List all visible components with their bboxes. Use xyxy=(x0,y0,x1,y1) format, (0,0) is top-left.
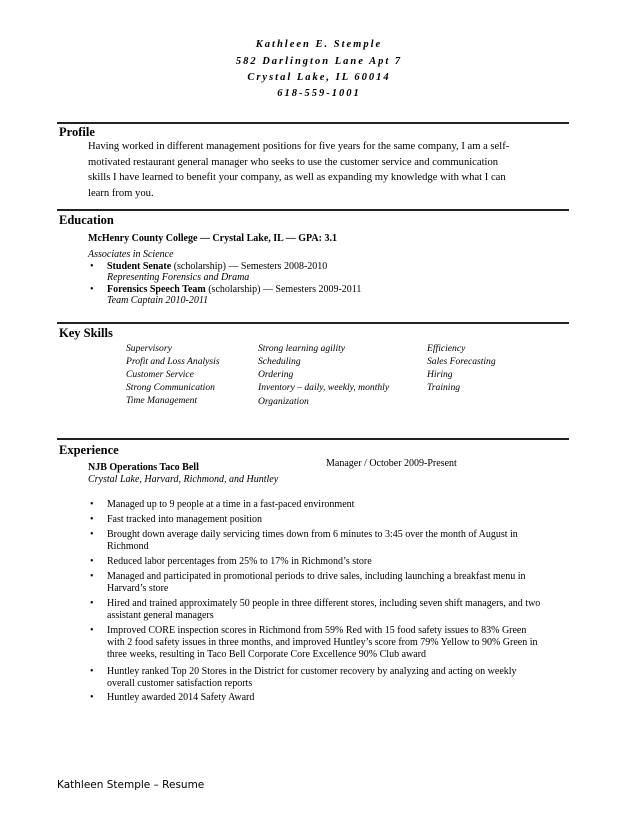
page-footer: Kathleen Stemple – Resume xyxy=(57,779,205,791)
bullet-line: assistant general managers xyxy=(107,610,214,622)
education-item-detail: (scholarship) — Semesters 2008-2010 xyxy=(171,261,328,272)
skill-item: Organization xyxy=(258,396,309,407)
address-line: 582 Darlington Lane Apt 7 xyxy=(235,56,403,67)
skill-item: Profit and Loss Analysis xyxy=(126,356,220,367)
skill-item: Supervisory xyxy=(126,343,172,354)
bullet-line: with 2 food safety issues in three months, and improved Huntley’s score from 79% Yellow to 90% Green in xyxy=(107,637,538,649)
skills-divider xyxy=(57,322,569,324)
profile-paragraph xyxy=(88,139,550,202)
bullet-line: Reduced labor percentages from 25% to 17% in Richmond’s store xyxy=(107,556,372,567)
bullet-line: Fast tracked into management position xyxy=(107,514,262,525)
school-line: McHenry County College — Crystal Lake, IL — GPA: 3.1 xyxy=(88,233,337,244)
experience-bullet xyxy=(107,625,562,662)
bullet-line: Managed and participated in promotional periods to drive sales, including launching a breakfast menu in xyxy=(107,571,526,582)
bullet-line: Huntley awarded 2014 Safety Award xyxy=(107,692,255,703)
experience-bullet xyxy=(107,666,562,690)
experience-bullet xyxy=(107,514,562,526)
skill-item: Ordering xyxy=(258,369,294,380)
bullet-line: Harvard’s store xyxy=(107,583,169,595)
education-item-sub: Representing Forensics and Drama xyxy=(107,272,250,283)
skill-item: Strong learning agility xyxy=(258,343,346,354)
bullet-line: Huntley ranked Top 20 Stores in the District for customer recovery by analyzing and acting on weekly xyxy=(107,666,517,677)
skill-item: Time Management xyxy=(126,395,198,406)
bullet-icon: • xyxy=(90,666,94,677)
bullet-line: Richmond xyxy=(107,541,149,553)
experience-bullet xyxy=(107,571,562,595)
education-item-title: Student Senate xyxy=(107,261,172,272)
profile-line: Having worked in different management positions for five years for the same company, I am a self- xyxy=(88,141,510,152)
experience-heading: Experience xyxy=(59,443,119,457)
skill-item: Customer Service xyxy=(126,369,194,380)
skill-item: Sales Forecasting xyxy=(427,356,496,367)
education-item-sub: Team Captain 2010-2011 xyxy=(107,295,209,306)
city-line: Crystal Lake, IL 60014 xyxy=(247,72,391,83)
bullet-line: Managed up to 9 people at a time in a fast-paced environment xyxy=(107,499,355,510)
experience-bullet xyxy=(107,499,562,511)
education-heading: Education xyxy=(59,213,114,227)
degree-line: Associates in Science xyxy=(88,249,174,260)
profile-line: motivated restaurant general manager who seeks to use the customer service and communication xyxy=(88,156,499,168)
experience-divider xyxy=(57,438,569,440)
bullet-icon: • xyxy=(90,571,94,582)
profile-heading: Profile xyxy=(59,125,95,139)
bullet-line: Brought down average daily servicing times down from 6 minutes to 3:45 over the month of August in xyxy=(107,529,518,540)
skill-item: Scheduling xyxy=(258,356,301,367)
experience-bullet xyxy=(107,556,562,568)
profile-line: learn from you. xyxy=(88,188,154,200)
bullet-icon: • xyxy=(90,499,94,510)
skill-item: Strong Communication xyxy=(126,382,215,393)
bullet-icon: • xyxy=(90,284,94,295)
bullet-line: three weeks, resulting in Taco Bell Corporate Core Excellence 90% Club award xyxy=(107,649,427,661)
education-item xyxy=(107,261,327,272)
bullet-icon: • xyxy=(90,514,94,525)
profile-divider xyxy=(57,122,569,124)
experience-bullet xyxy=(107,598,562,622)
education-item xyxy=(107,284,361,295)
job-locations: Crystal Lake, Harvard, Richmond, and Huntley xyxy=(88,474,279,485)
bullet-icon: • xyxy=(90,692,94,703)
phone-line: 618-559-1001 xyxy=(277,88,361,99)
skills-heading: Key Skills xyxy=(59,326,113,340)
skill-item: Inventory – daily, weekly, monthly xyxy=(258,382,390,393)
education-item-detail: (scholarship) — Semesters 2009-2011 xyxy=(205,284,362,295)
education-divider xyxy=(57,209,569,211)
applicant-name: Kathleen E. Stemple xyxy=(255,39,383,50)
education-item-title: Forensics Speech Team xyxy=(107,284,206,295)
skill-item: Efficiency xyxy=(427,343,466,354)
skill-item: Training xyxy=(427,382,461,393)
bullet-icon: • xyxy=(90,529,94,540)
employer-name: NJB Operations Taco Bell xyxy=(88,462,199,473)
bullet-icon: • xyxy=(90,556,94,567)
skill-item: Hiring xyxy=(427,369,453,380)
bullet-line: overall customer satisfaction reports xyxy=(107,678,253,690)
profile-line: skills I have learned to benefit your company, as well as expanding my knowledge with what I can xyxy=(88,172,506,184)
bullet-icon: • xyxy=(90,261,94,272)
job-role: Manager / October 2009-Present xyxy=(326,458,457,469)
experience-bullet xyxy=(107,692,562,704)
experience-bullet xyxy=(107,529,562,553)
bullet-icon: • xyxy=(90,625,94,636)
bullet-icon: • xyxy=(90,598,94,609)
bullet-line: Hired and trained approximately 50 people in three different stores, including seven shift managers, and two xyxy=(107,598,541,609)
bullet-line: Improved CORE inspection scores in Richmond from 59% Red with 15 food safety issues to 83% Green xyxy=(107,625,527,636)
